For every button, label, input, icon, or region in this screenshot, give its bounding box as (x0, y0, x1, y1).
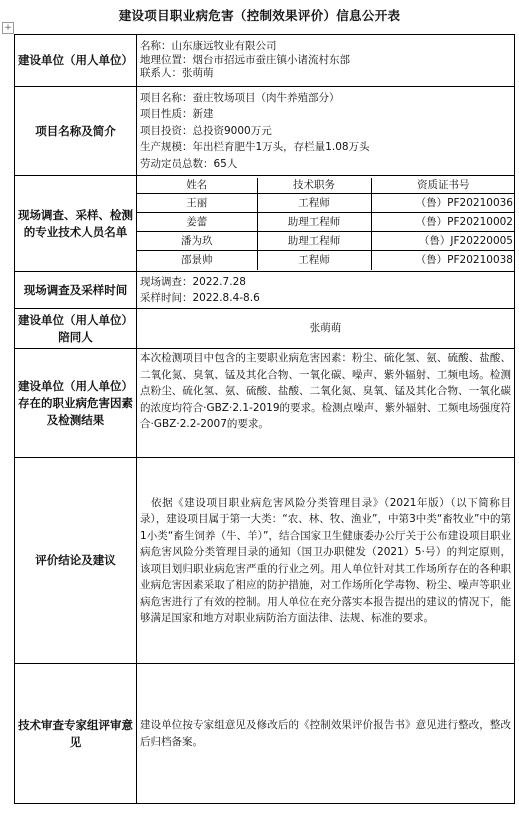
review-text: 建设单位按专家组意见及修改后的《控制效果评价报告书》意见进行整改，整改后归档备案。 (137, 664, 515, 804)
unit-name: 名称：山东康远牧业有限公司 (140, 40, 277, 53)
label-review: 技术审查专家组评审意见 (15, 664, 137, 804)
unit-location: 地理位置：烟台市招远市蚕庄镇小诸流村东部 (140, 53, 350, 66)
row-staff (15, 176, 515, 272)
value-unit (137, 35, 515, 87)
label-staff: 现场调查、采样、检测的专业技术人员名单 (15, 176, 137, 272)
project-staff-total: 劳动定员总数：65人 (140, 157, 238, 170)
row-hazards (15, 349, 515, 458)
conclusion-text: 依据《建设项目职业病危害风险分类管理目录》（2021年版）（以下简称目录），建设项目属于第一大类：“农、林、牧、渔业”，中第3中类“畜牧业”中的第1小类“畜生饲养（牛、羊）”，结合国家卫生健康委办公厅关于公布建设项目职业病危害风险分类管理目录的通知（国卫办职健发（2021）5·号）的判定原则，该项目划归职业病危害严重的行业之列。用人单位针对其工作场所存在的各种职业病危害因素采取了相应的防护措施，对工作场所化学毒物、粉尘、噪声等职业病危害进行了有效的控制。用人单位在充分落实本报告提出的建议的情况下，能够满足国家和地方对职业病防治方面法律、法规、标准的要求。 (137, 458, 515, 664)
staff-name: 王丽 (137, 194, 257, 213)
row-conclusion (15, 458, 515, 664)
hazards-text: 本次检测项目中包含的主要职业病危害因素：粉尘、硫化氢、氨、硫酸、盐酸、二氧化氮、臭氧、锰及其化合物、一氧化碳、噪声、紫外辐射、工频电场。检测点粉尘、硫化氢、氨、硫酸、盐酸、二氧化氮、臭氧、锰及其化合物、一氧化碳的浓度均符合·GBZ·2.1-2019的要求。检测点噪声、紫外辐射、工频电场强度符合·GBZ·2.2-2007的要求。 (137, 349, 515, 458)
staff-title: 工程师 (257, 194, 371, 213)
staff-title: 助理工程师 (257, 213, 371, 232)
label-survey-time: 现场调查及采样时间 (15, 272, 137, 309)
staff-header-row (137, 178, 515, 194)
info-table (14, 34, 515, 804)
staff-title: 助理工程师 (257, 232, 371, 251)
staff-name: 潘为玖 (137, 232, 257, 251)
unit-contact: 联系人：张萌萌 (140, 67, 214, 80)
staff-table (137, 178, 515, 270)
value-project (137, 87, 515, 176)
staff-header-name: 姓名 (137, 178, 257, 194)
project-scale: 生产规模：年出栏育肥牛1万头，存栏量1.08万头 (140, 141, 370, 154)
document-title: 建设项目职业病危害（控制效果评价）信息公开表 (118, 8, 401, 23)
survey-date: 现场调查：2022.7.28 (140, 276, 246, 288)
project-nature: 项目性质：新建 (140, 108, 214, 121)
staff-header-title: 技术职务 (257, 178, 371, 194)
staff-name: 姜蕾 (137, 213, 257, 232)
label-hazards: 建设单位（用人单位）存在的职业病危害因素及检测结果 (15, 349, 137, 458)
row-escort (15, 309, 515, 349)
staff-header-cert: 资质证书号 (371, 178, 515, 194)
staff-cert: （鲁）JF20220005 (371, 232, 515, 251)
staff-cert: （鲁）PF20210038 (371, 251, 515, 270)
value-staff (137, 176, 515, 272)
project-name: 项目名称：蚕庄牧场项目（肉牛养殖部分） (140, 91, 340, 104)
staff-cert: （鲁）PF20210036 (371, 194, 515, 213)
row-survey-time (15, 272, 515, 309)
staff-cert: （鲁）PF20210002 (371, 213, 515, 232)
label-conclusion: 评价结论及建议 (15, 458, 137, 664)
staff-title: 工程师 (257, 251, 371, 270)
staff-row (137, 213, 515, 232)
table-move-handle-icon[interactable]: + (2, 22, 14, 34)
label-escort: 建设单位（用人单位）陪同人 (15, 309, 137, 349)
label-unit: 建设单位（用人单位） (15, 35, 137, 87)
project-investment: 项目投资：总投资9000万元 (140, 124, 272, 137)
staff-name: 邵景帅 (137, 251, 257, 270)
staff-row (137, 194, 515, 213)
label-project: 项目名称及简介 (15, 87, 137, 176)
row-project (15, 87, 515, 176)
staff-row (137, 251, 515, 270)
sampling-date: 采样时间：2022.8.4-8.6 (140, 292, 260, 304)
staff-row (137, 232, 515, 251)
escort-name: 张萌萌 (137, 309, 515, 349)
row-unit (15, 35, 515, 87)
value-survey-time (137, 272, 515, 309)
row-review (15, 664, 515, 804)
